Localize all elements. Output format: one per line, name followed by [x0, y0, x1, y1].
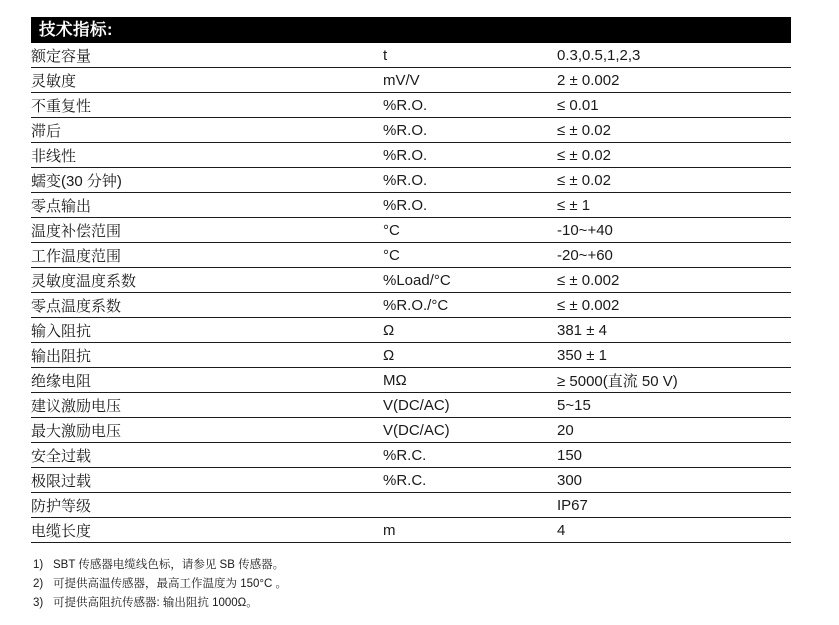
spec-label: 滞后: [31, 118, 383, 143]
footnote-text: 可提供高温传感器，最高工作温度为 150°C 。: [53, 578, 287, 590]
spec-value: ≤ ± 0.02: [557, 168, 791, 193]
spec-row: [31, 418, 791, 443]
spec-table: [31, 43, 791, 543]
spec-unit: mV/V: [383, 68, 557, 93]
section-header-bar: [31, 17, 791, 43]
spec-value: ≤ ± 1: [557, 193, 791, 218]
spec-value: 4: [557, 518, 791, 543]
footnotes: [31, 556, 791, 613]
spec-unit: %R.O./°C: [383, 293, 557, 318]
spec-label: 输出阻抗: [31, 343, 383, 368]
spec-unit: %Load/°C: [383, 268, 557, 293]
spec-value: ≤ ± 0.002: [557, 293, 791, 318]
spec-unit: %R.O.: [383, 143, 557, 168]
spec-label: 绝缘电阻: [31, 368, 383, 393]
footnote-marker: 3): [33, 597, 44, 609]
spec-value: 20: [557, 418, 791, 443]
spec-label: 零点输出: [31, 193, 383, 218]
spec-value: 5~15: [557, 393, 791, 418]
spec-value: -20~+60: [557, 243, 791, 268]
spec-value: 2 ± 0.002: [557, 68, 791, 93]
spec-unit: %R.C.: [383, 468, 557, 493]
spec-row: [31, 318, 791, 343]
footnote: [33, 556, 791, 575]
spec-value: 381 ± 4: [557, 318, 791, 343]
footnote-text: 可提供高阻抗传感器: 输出阻抗 1000Ω。: [53, 597, 258, 609]
spec-row: [31, 393, 791, 418]
spec-unit: %R.C.: [383, 443, 557, 468]
spec-row: [31, 468, 791, 493]
footnote-marker: 1): [33, 559, 44, 571]
spec-unit: t: [383, 43, 557, 68]
spec-label: 建议激励电压: [31, 393, 383, 418]
spec-label: 不重复性: [31, 93, 383, 118]
spec-row: [31, 443, 791, 468]
spec-row: [31, 143, 791, 168]
spec-unit: V(DC/AC): [383, 418, 557, 443]
spec-row: [31, 43, 791, 68]
spec-row: [31, 518, 791, 543]
spec-label: 额定容量: [31, 43, 383, 68]
spec-value: 300: [557, 468, 791, 493]
spec-label: 蠕变(30 分钟): [31, 168, 383, 193]
spec-unit: °C: [383, 243, 557, 268]
spec-row: [31, 93, 791, 118]
spec-value: IP67: [557, 493, 791, 518]
spec-unit: Ω: [383, 343, 557, 368]
spec-label: 工作温度范围: [31, 243, 383, 268]
footnote: [33, 575, 791, 594]
spec-label: 最大激励电压: [31, 418, 383, 443]
spec-value: -10~+40: [557, 218, 791, 243]
spec-label: 电缆长度: [31, 518, 383, 543]
spec-value: ≤ ± 0.02: [557, 118, 791, 143]
spec-row: [31, 68, 791, 93]
spec-label: 灵敏度温度系数: [31, 268, 383, 293]
spec-unit: m: [383, 518, 557, 543]
spec-unit: V(DC/AC): [383, 393, 557, 418]
spec-label: 安全过载: [31, 443, 383, 468]
spec-unit: %R.O.: [383, 168, 557, 193]
spec-value: 350 ± 1: [557, 343, 791, 368]
spec-row: [31, 493, 791, 518]
footnote-text: SBT 传感器电缆线色标，请参见 SB 传感器。: [53, 559, 285, 571]
spec-value: 150: [557, 443, 791, 468]
section-title: 技术指标:: [39, 21, 113, 39]
footnote: [33, 594, 791, 613]
spec-row: [31, 268, 791, 293]
spec-label: 温度补偿范围: [31, 218, 383, 243]
spec-label: 灵敏度: [31, 68, 383, 93]
spec-value: 0.3,0.5,1,2,3: [557, 43, 791, 68]
footnote-marker: 2): [33, 578, 44, 590]
spec-row: [31, 243, 791, 268]
spec-label: 极限过载: [31, 468, 383, 493]
spec-section: [31, 17, 791, 613]
spec-unit: Ω: [383, 318, 557, 343]
spec-label: 防护等级: [31, 493, 383, 518]
spec-row: [31, 168, 791, 193]
spec-label: 零点温度系数: [31, 293, 383, 318]
spec-value: ≤ 0.01: [557, 93, 791, 118]
spec-unit: MΩ: [383, 368, 557, 393]
spec-row: [31, 368, 791, 393]
spec-row: [31, 343, 791, 368]
spec-unit: °C: [383, 218, 557, 243]
spec-value: ≤ ± 0.002: [557, 268, 791, 293]
spec-unit: %R.O.: [383, 118, 557, 143]
spec-label: 非线性: [31, 143, 383, 168]
spec-value: ≤ ± 0.02: [557, 143, 791, 168]
spec-value: ≥ 5000(直流 50 V): [557, 368, 791, 393]
spec-row: [31, 193, 791, 218]
spec-row: [31, 293, 791, 318]
spec-row: [31, 218, 791, 243]
spec-unit: %R.O.: [383, 93, 557, 118]
spec-unit: %R.O.: [383, 193, 557, 218]
spec-label: 输入阻抗: [31, 318, 383, 343]
spec-unit: [383, 493, 557, 518]
spec-row: [31, 118, 791, 143]
